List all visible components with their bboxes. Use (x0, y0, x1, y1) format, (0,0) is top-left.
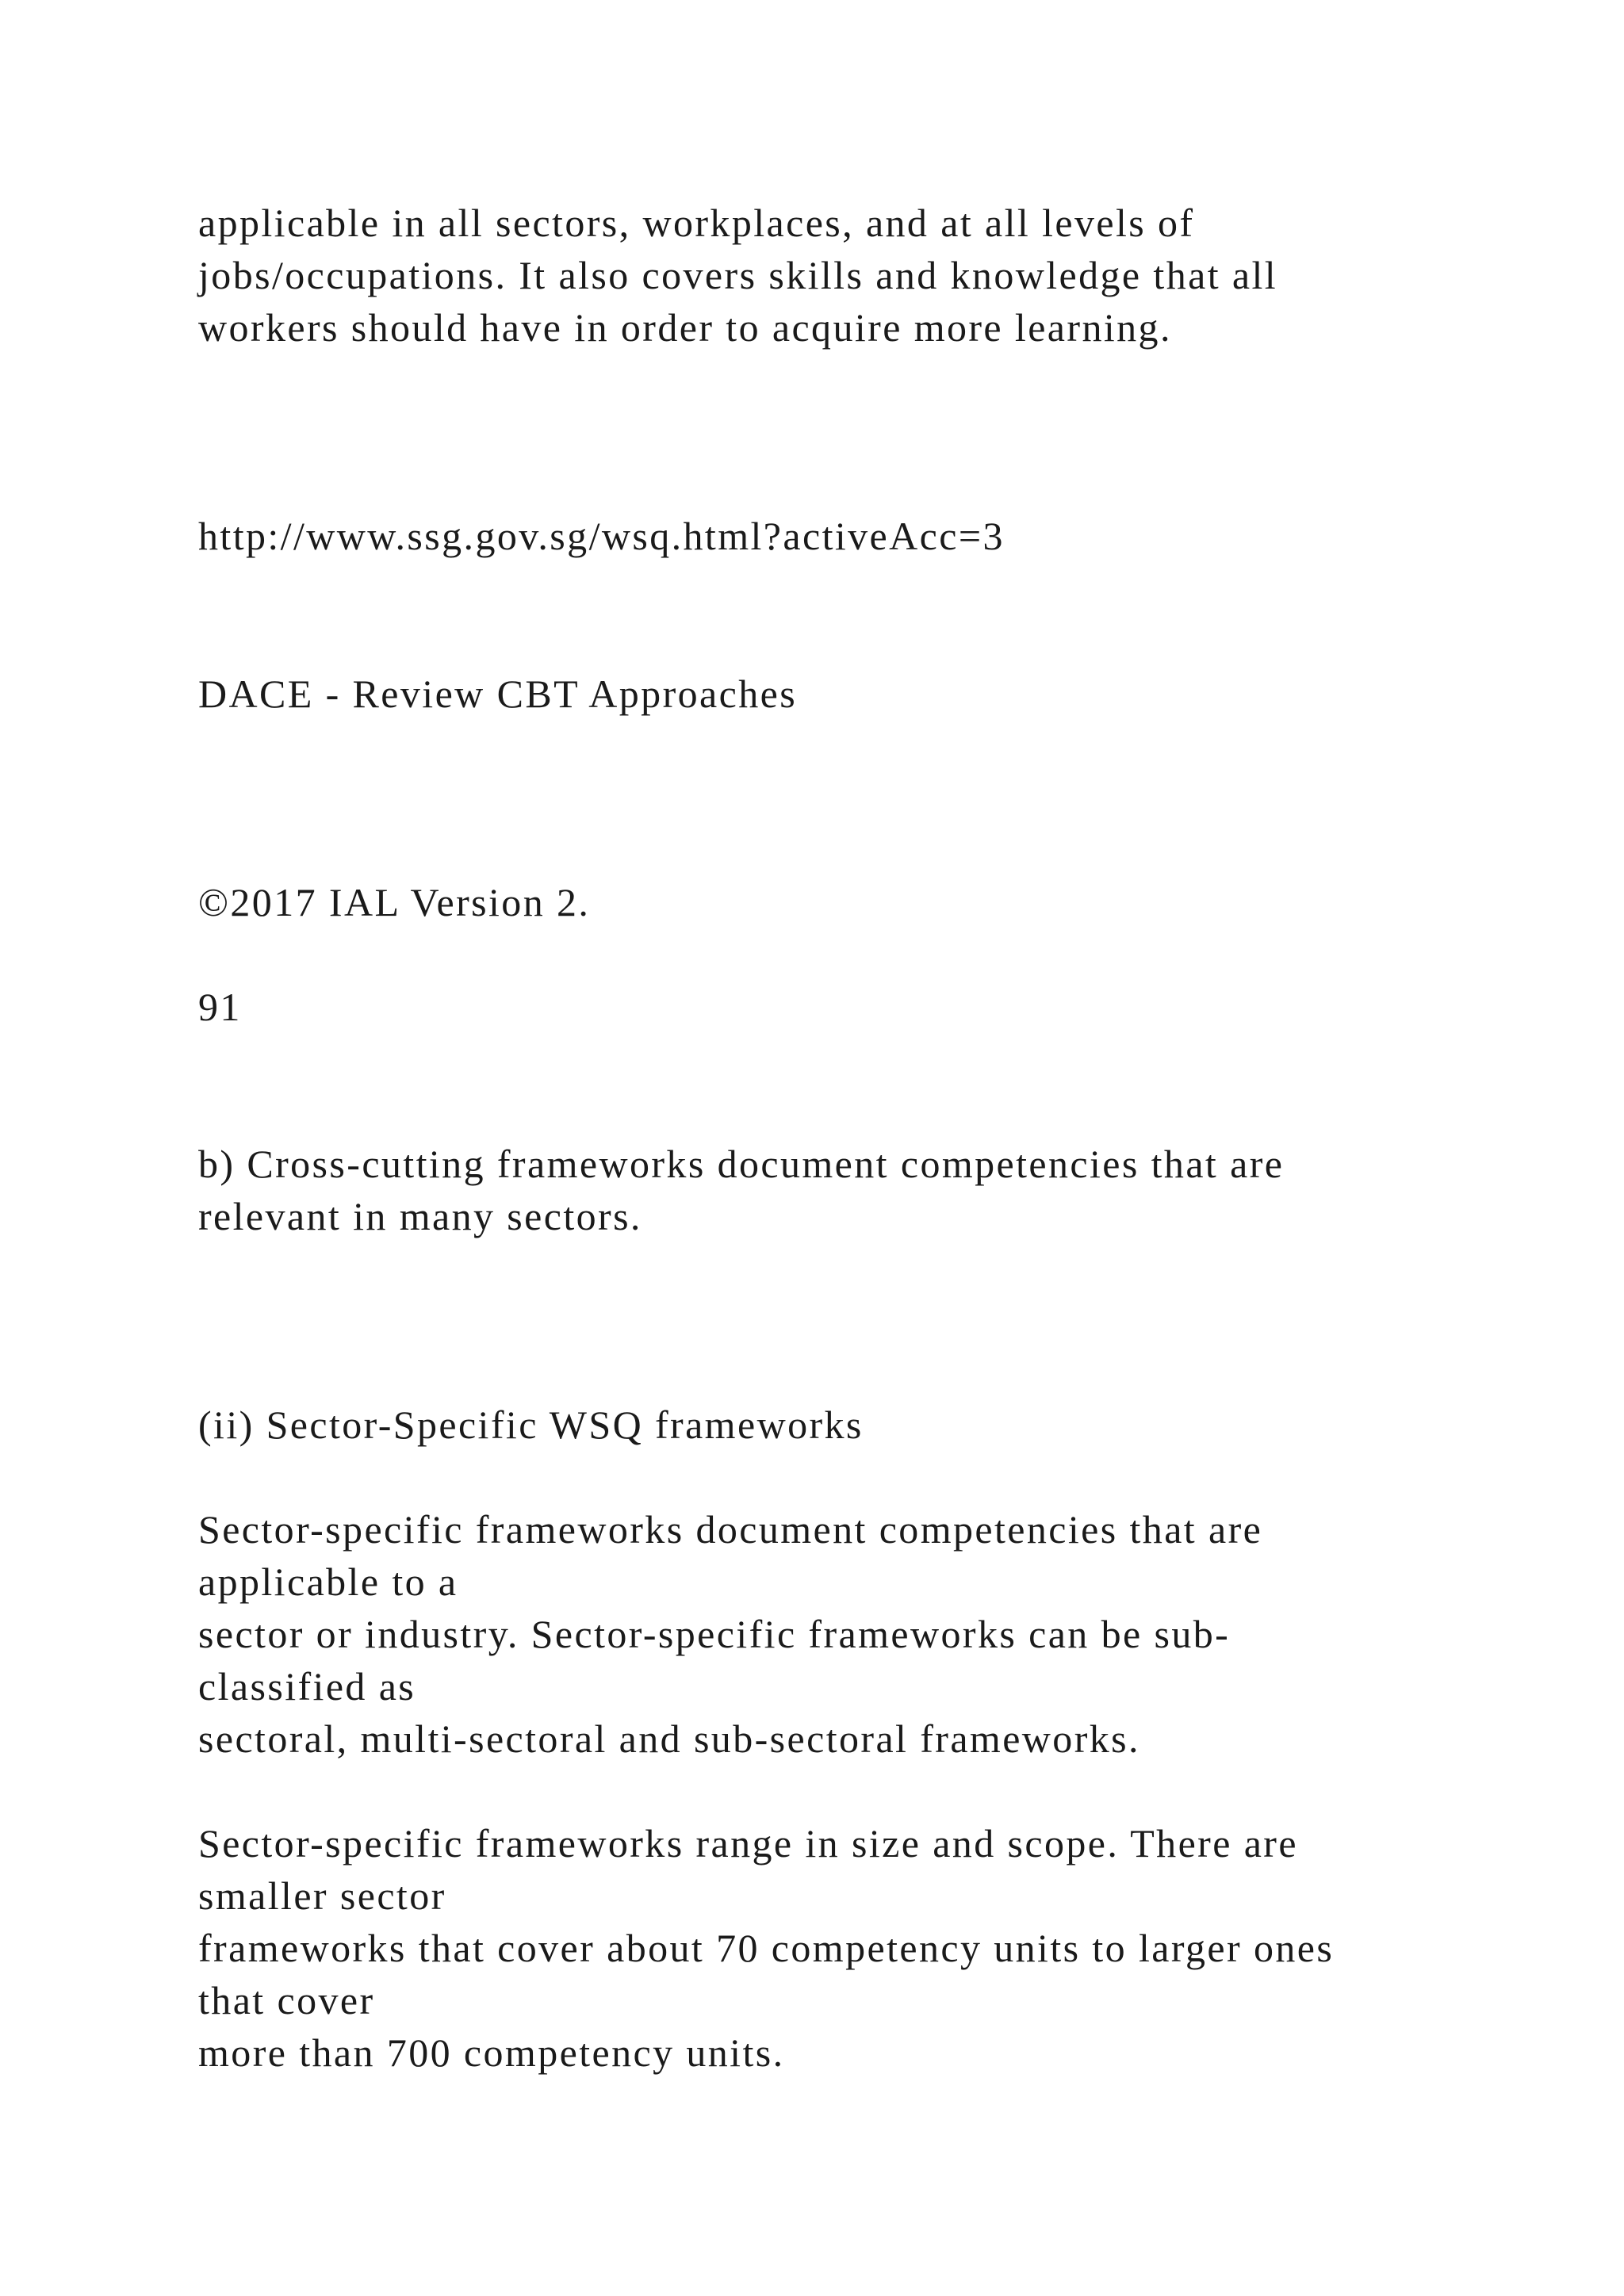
page-number: 91 (198, 985, 242, 1029)
paragraph-line: jobs/occupations. It also covers skills and knowledge that all (198, 253, 1278, 297)
paragraph-line: sector or industry. Sector-specific frameworks can be sub- (198, 1612, 1231, 1656)
paragraph-line: b) Cross-cutting frameworks document competencies that are (198, 1142, 1285, 1186)
url-text: http://www.ssg.gov.sg/wsq.html?activeAcc=3 (198, 514, 1005, 558)
paragraph-line: more than 700 competency units. (198, 2030, 785, 2075)
paragraph-line: workers should have in order to acquire more learning. (198, 305, 1172, 350)
paragraph-line: Sector-specific frameworks document competencies that are (198, 1507, 1263, 1552)
paragraph-line: classified as (198, 1664, 416, 1709)
section-heading: (ii) Sector-Specific WSQ frameworks (198, 1402, 864, 1447)
paragraph-line: smaller sector (198, 1873, 446, 1918)
paragraph-line: relevant in many sectors. (198, 1194, 642, 1238)
paragraph-line: applicable in all sectors, workplaces, and at all levels of (198, 201, 1195, 245)
paragraph-line: applicable to a (198, 1559, 458, 1604)
paragraph-line: that cover (198, 1978, 375, 2022)
copyright-text: ©2017 IAL Version 2. (198, 880, 591, 924)
paragraph-line: sectoral, multi-sectoral and sub-sectoral frameworks. (198, 1716, 1140, 1761)
footer-title: DACE - Review CBT Approaches (198, 672, 798, 716)
paragraph-line: frameworks that cover about 70 competency units to larger ones (198, 1926, 1335, 1970)
paragraph-line: Sector-specific frameworks range in size and scope. There are (198, 1821, 1298, 1866)
